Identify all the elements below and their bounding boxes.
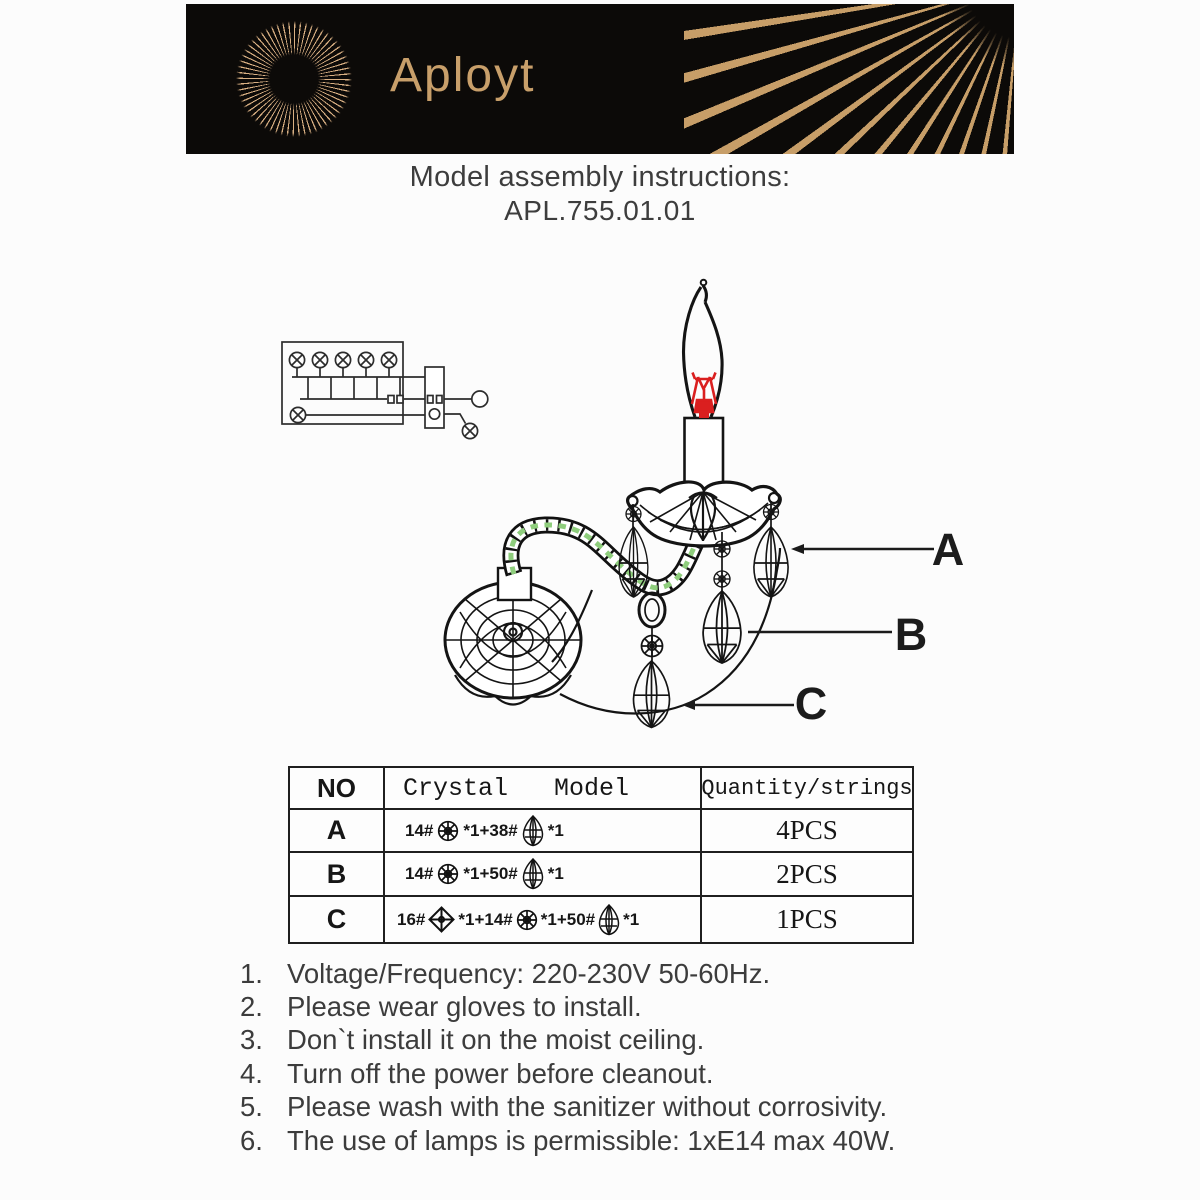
list-item: 6. The use of lamps is permissible: 1xE14 max 40W.: [240, 1124, 896, 1156]
col-header-no: NO: [290, 768, 385, 810]
scroll-curves: [552, 548, 780, 714]
page-title: Model assembly instructions:: [409, 161, 791, 193]
diamond-bead-icon: [428, 906, 455, 933]
filament: [692, 373, 716, 419]
row-a-no: A: [290, 810, 385, 853]
row-c-crystal: 16# *1+14# *1+50# *1: [385, 897, 702, 942]
teardrop-crystal-icon: [522, 815, 544, 847]
list-item: 3. Don`t install it on the moist ceiling.: [240, 1024, 705, 1056]
list-item: 1. Voltage/Frequency: 220-230V 50-60Hz.: [240, 957, 771, 989]
brand-name: Aployt: [390, 49, 536, 102]
label-b: B: [894, 609, 928, 660]
row-a-crystal: 14# *1+38# *1: [385, 810, 702, 853]
list-item: 4. Turn off the power before cleanout.: [240, 1057, 714, 1089]
title-block: [0, 161, 1200, 227]
col-header-quantity: Quantity/strings: [702, 768, 912, 810]
col-header-crystal-model: [385, 768, 702, 810]
header-crystal: Crystal: [403, 773, 509, 803]
header-model: Model: [554, 773, 630, 803]
row-b-qty: 2PCS: [702, 853, 912, 897]
octagon-bead-icon: [516, 909, 538, 931]
row-b-crystal: 14# *1+50# *1: [385, 853, 702, 897]
octagon-bead-icon: [437, 820, 459, 842]
crystal-parts-table: [288, 766, 914, 944]
list-item: 2. Please wear gloves to install.: [240, 991, 642, 1023]
row-c-qty: 1PCS: [776, 904, 838, 934]
model-number: APL.755.01.01: [504, 195, 696, 226]
teardrop-crystal-icon: [522, 858, 544, 890]
list-item: 5. Please wash with the sanitizer without corrosivity.: [240, 1091, 888, 1123]
row-c-no: C: [290, 897, 385, 942]
brand-banner: [186, 4, 1014, 154]
teardrop-crystal-icon: [598, 904, 620, 936]
part-labels: [682, 524, 964, 729]
wall-plate-crystal-rosette: [445, 568, 581, 705]
label-a: A: [931, 524, 965, 575]
wiring-schematic: [282, 342, 488, 439]
instruction-list: [240, 957, 1040, 1157]
label-c: C: [794, 678, 828, 729]
ray-fan-decoration-icon: [684, 4, 1014, 154]
sconce-drawing: [445, 280, 964, 729]
bobeche: [628, 482, 781, 546]
octagon-bead-icon: [437, 863, 459, 885]
assembly-diagram: [180, 250, 1020, 790]
row-b-no: B: [290, 853, 385, 897]
sunburst-logo-icon: [230, 15, 358, 143]
row-a-qty: 4PCS: [702, 810, 912, 853]
